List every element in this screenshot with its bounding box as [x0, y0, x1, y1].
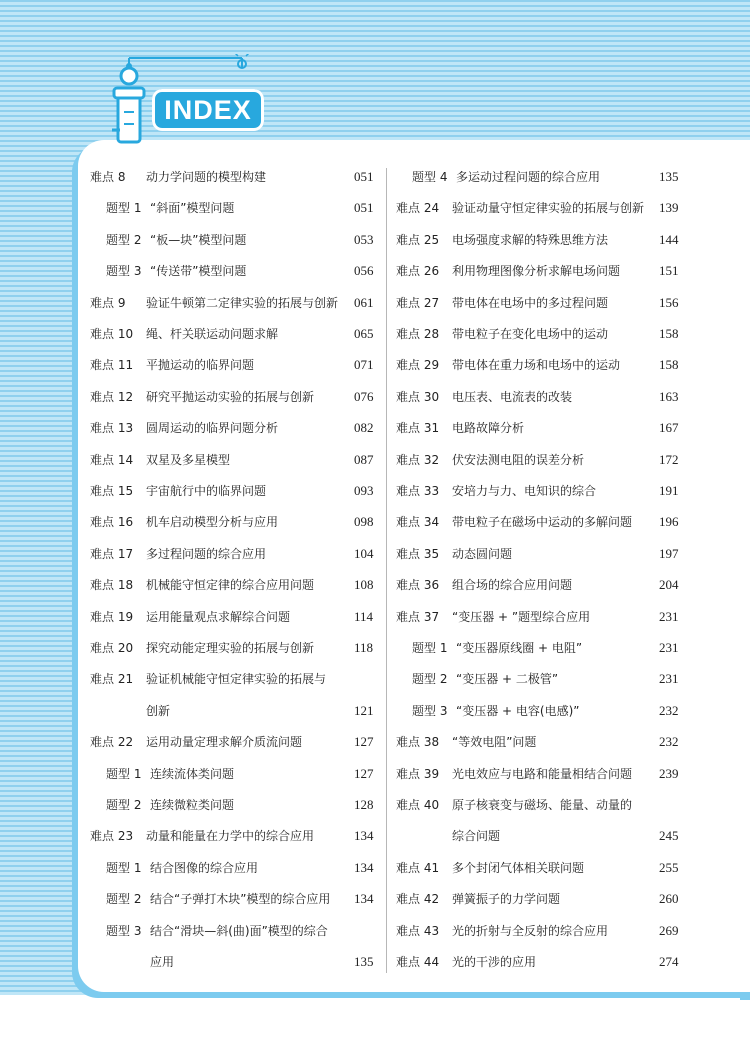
toc-entry[interactable]	[90, 762, 384, 786]
entry-label: 难点 37	[396, 609, 440, 624]
entry-page-number: 128	[354, 797, 374, 812]
entry-title: 带电体在电场中的多过程问题	[452, 295, 609, 310]
entry-label: 难点 28	[396, 327, 440, 341]
entry-title: “变压器 + 电容(电感)”	[456, 703, 580, 718]
entry-page-number: 065	[354, 326, 374, 341]
entry-label: 题型 3	[412, 703, 448, 718]
entry-page-number: 260	[659, 891, 679, 907]
entry-page-number: 151	[659, 263, 679, 279]
entry-title: “变压器原线圈 + 电阻”	[456, 641, 583, 655]
entry-label: 难点 13	[90, 421, 134, 436]
entry-label: 难点 39	[396, 766, 440, 781]
entry-page-number: 051	[354, 200, 374, 216]
entry-label: 难点 10	[90, 327, 134, 341]
entry-page-number: 121	[354, 702, 374, 718]
toc-entry[interactable]	[396, 699, 689, 723]
entry-page-number: 135	[659, 169, 679, 184]
toc-entry[interactable]	[90, 824, 384, 848]
entry-page-number: 232	[659, 702, 679, 718]
entry-title: 研究平抛运动实验的拓展与创新	[146, 389, 315, 404]
entry-label: 难点 21	[90, 672, 134, 687]
toc-entry[interactable]	[396, 542, 689, 566]
toc-entry[interactable]	[396, 165, 689, 189]
entry-page-number: 134	[354, 891, 374, 907]
entry-title: 机械能守恒定律的综合应用问题	[146, 578, 315, 593]
entry-label: 题型 3	[106, 264, 142, 279]
entry-page-number: 056	[354, 263, 374, 279]
entry-title: “变压器 + 二极管”	[456, 672, 559, 687]
entry-title: 光的折射与全反射的综合应用	[452, 923, 609, 938]
toc-entry[interactable]	[90, 165, 384, 189]
entry-page-number: 098	[354, 514, 374, 530]
toc-entry[interactable]	[90, 667, 384, 691]
toc-entry[interactable]	[90, 353, 384, 377]
toc-entry[interactable]	[396, 762, 689, 786]
entry-page-number: 232	[659, 734, 679, 750]
entry-title: 动力学问题的模型构建	[146, 170, 267, 184]
entry-title: 运用动量定理求解介质流问题	[146, 735, 303, 750]
entry-label: 难点 8	[90, 170, 126, 184]
entry-page-number: 108	[354, 577, 374, 593]
entry-title: 多个封闭气体相关联问题	[452, 860, 585, 875]
toc-entry[interactable]	[396, 793, 689, 817]
entry-label: 难点 29	[396, 358, 440, 373]
entry-title: 应用	[150, 955, 175, 969]
entry-label: 难点 18	[90, 578, 134, 593]
entry-page-number: 076	[354, 388, 374, 404]
entry-label: 难点 26	[396, 264, 440, 279]
entry-label: 难点 23	[90, 829, 134, 844]
toc-entry[interactable]	[90, 228, 384, 252]
entry-title: 带电体在重力场和电场中的运动	[452, 358, 621, 373]
entry-label: 题型 2	[106, 232, 142, 247]
entry-label: 难点 36	[396, 578, 440, 593]
entry-page-number: 144	[659, 231, 679, 247]
entry-label: 难点 41	[396, 860, 440, 875]
entry-label: 难点 16	[90, 515, 134, 530]
toc-entry[interactable]	[90, 448, 384, 472]
entry-title: 机车启动模型分析与应用	[146, 515, 279, 530]
toc-entry[interactable]	[90, 573, 384, 597]
toc-entry[interactable]	[90, 385, 384, 409]
entry-title: 动态圆问题	[452, 546, 513, 561]
toc-entry[interactable]	[90, 542, 384, 566]
toc-entry[interactable]	[396, 479, 689, 503]
entry-title: 动量和能量在力学中的综合应用	[146, 829, 315, 844]
entry-page-number: 269	[659, 922, 679, 938]
entry-page-number: 158	[659, 326, 679, 341]
entry-title: 验证动量守恒定律实验的拓展与创新	[452, 201, 645, 216]
entry-title: 电路故障分析	[452, 421, 525, 436]
toc-entry[interactable]	[396, 448, 689, 472]
entry-title: 宇宙航行中的临界问题	[146, 484, 267, 498]
entry-title: 探究动能定理实验的拓展与创新	[146, 641, 315, 655]
entry-title: 双星及多星模型	[146, 452, 231, 467]
toc-entry[interactable]	[90, 322, 384, 346]
entry-label: 题型 3	[106, 923, 142, 938]
entry-label: 难点 30	[396, 389, 440, 404]
entry-title: 带电粒子在变化电场中的运动	[452, 327, 609, 341]
entry-label: 难点 43	[396, 923, 440, 938]
entry-page-number: 127	[354, 765, 374, 781]
entry-label: 题型 1	[106, 201, 142, 216]
entry-label: 难点 25	[396, 232, 440, 247]
entry-title: 光电效应与电路和能量相结合问题	[452, 766, 633, 781]
toc-entry[interactable]	[396, 416, 689, 440]
toc-entry[interactable]	[90, 856, 384, 880]
entry-label: 题型 2	[106, 892, 142, 907]
entry-page-number: 053	[354, 231, 374, 247]
entry-page-number: 231	[659, 640, 679, 655]
entry-title: “变压器 + ”题型综合应用	[452, 609, 591, 624]
entry-title: 绳、杆关联运动问题求解	[146, 327, 279, 341]
entry-title: 伏安法测电阻的误差分析	[452, 452, 585, 467]
entry-page-number: 051	[354, 169, 374, 184]
entry-label: 难点 27	[396, 295, 440, 310]
entry-label: 难点 35	[396, 546, 440, 561]
entry-title: 组合场的综合应用问题	[452, 578, 573, 593]
entry-title: 综合问题	[452, 829, 501, 844]
entry-title: 带电粒子在磁场中运动的多解问题	[452, 515, 633, 530]
toc-entry[interactable]	[90, 196, 384, 220]
entry-title: “传送带”模型问题	[150, 264, 247, 279]
toc-entry[interactable]	[90, 636, 384, 660]
entry-label: 难点 19	[90, 609, 134, 624]
entry-label: 难点 42	[396, 892, 440, 907]
entry-title: 弹簧振子的力学问题	[452, 892, 561, 907]
entry-page-number: 134	[354, 828, 374, 844]
entry-page-number: 191	[659, 483, 679, 498]
toc-entry[interactable]	[90, 793, 384, 817]
toc-entry[interactable]	[396, 322, 689, 346]
toc-entry[interactable]	[90, 510, 384, 534]
toc-entry[interactable]	[90, 605, 384, 629]
entry-page-number: 139	[659, 200, 679, 216]
entry-label: 难点 15	[90, 484, 134, 498]
toc-entry[interactable]	[396, 291, 689, 315]
entry-page-number: 087	[354, 451, 374, 467]
toc-entry[interactable]	[396, 950, 689, 974]
toc-entry[interactable]	[396, 196, 689, 220]
entry-title: “斜面”模型问题	[150, 201, 235, 216]
entry-page-number: 135	[354, 954, 374, 969]
entry-page-number: 158	[659, 357, 679, 373]
entry-page-number: 245	[659, 828, 679, 844]
entry-label: 题型 4	[412, 170, 448, 184]
entry-label: 难点 44	[396, 955, 440, 969]
entry-label: 难点 40	[396, 798, 440, 812]
entry-title: 验证机械能守恒定律实验的拓展与	[146, 672, 327, 687]
toc-entry[interactable]	[396, 259, 689, 283]
toc-entry[interactable]	[396, 228, 689, 252]
entry-label: 题型 1	[412, 641, 448, 655]
entry-label: 难点 32	[396, 452, 440, 467]
toc-entry[interactable]	[90, 950, 384, 974]
toc-entry[interactable]	[90, 699, 384, 723]
entry-label: 难点 31	[396, 421, 440, 436]
entry-label: 难点 9	[90, 295, 126, 310]
entry-label: 难点 20	[90, 641, 134, 655]
entry-page-number: 204	[659, 577, 679, 593]
toc-entry[interactable]	[396, 510, 689, 534]
entry-page-number: 114	[354, 608, 374, 624]
entry-title: 创新	[146, 703, 171, 718]
entry-title: 安培力与力、电知识的综合	[452, 484, 597, 498]
entry-label: 难点 12	[90, 389, 134, 404]
entry-title: 电压表、电流表的改装	[452, 389, 573, 404]
entry-label: 难点 33	[396, 484, 440, 498]
entry-page-number: 163	[659, 388, 679, 404]
entry-title: 验证牛顿第二定律实验的拓展与创新	[146, 295, 339, 310]
entry-label: 题型 2	[412, 672, 448, 687]
entry-page-number: 071	[354, 357, 374, 373]
entry-page-number: 231	[659, 608, 679, 624]
toc-entry[interactable]	[396, 573, 689, 597]
entry-page-number: 156	[659, 294, 679, 310]
entry-title: 结合“子弹打木块”模型的综合应用	[150, 892, 331, 907]
entry-title: 连续流体类问题	[150, 766, 235, 781]
column-divider	[386, 168, 387, 973]
entry-page-number: 093	[354, 483, 374, 498]
entry-title: 原子核衰变与磁场、能量、动量的	[452, 798, 633, 812]
toc-entry[interactable]	[90, 416, 384, 440]
entry-title: 利用物理图像分析求解电场问题	[452, 264, 621, 279]
entry-label: 难点 11	[90, 358, 134, 373]
entry-page-number: 231	[659, 671, 679, 687]
entry-title: 光的干涉的应用	[452, 955, 537, 969]
entry-title: 连续微粒类问题	[150, 798, 235, 812]
entry-title: “等效电阻”问题	[452, 735, 537, 750]
entry-label: 题型 1	[106, 766, 142, 781]
entry-page-number: 239	[659, 765, 679, 781]
bottom-margin	[0, 995, 750, 1052]
entry-label: 题型 1	[106, 860, 142, 875]
entry-label: 难点 17	[90, 546, 134, 561]
toc-entry[interactable]	[396, 605, 689, 629]
entry-page-number: 196	[659, 514, 679, 530]
entry-page-number: 134	[354, 859, 374, 875]
entry-page-number: 197	[659, 545, 679, 561]
entry-label: 难点 24	[396, 201, 440, 216]
toc-entry[interactable]	[90, 887, 384, 911]
entry-label: 难点 14	[90, 452, 134, 467]
entry-page-number: 172	[659, 451, 679, 467]
entry-page-number: 104	[354, 545, 374, 561]
toc-entry[interactable]	[396, 730, 689, 754]
entry-page-number: 167	[659, 420, 679, 436]
entry-title: 运用能量观点求解综合问题	[146, 609, 291, 624]
toc-entry[interactable]	[396, 385, 689, 409]
toc-entry[interactable]	[396, 919, 689, 943]
entry-page-number: 255	[659, 859, 679, 875]
toc-entry[interactable]	[396, 824, 689, 848]
toc-entry[interactable]	[90, 259, 384, 283]
toc-entry[interactable]	[90, 730, 384, 754]
toc-entry[interactable]	[396, 667, 689, 691]
entry-title: 多运动过程问题的综合应用	[456, 170, 601, 184]
entry-label: 难点 34	[396, 515, 440, 530]
toc-entry[interactable]	[396, 636, 689, 660]
entry-title: 多过程问题的综合应用	[146, 546, 267, 561]
entry-page-number: 127	[354, 734, 374, 750]
entry-title: 圆周运动的临界问题分析	[146, 421, 279, 436]
entry-label: 难点 22	[90, 735, 134, 750]
entry-title: 结合“滑块—斜(曲)面”模型的综合	[150, 923, 328, 938]
entry-label: 题型 2	[106, 798, 142, 812]
entry-title: 结合图像的综合应用	[150, 860, 259, 875]
entry-page-number: 061	[354, 294, 374, 310]
entry-page-number: 082	[354, 420, 374, 436]
entry-label: 难点 38	[396, 735, 440, 750]
toc-entry[interactable]	[90, 291, 384, 315]
toc-entry[interactable]	[396, 856, 689, 880]
entry-page-number: 274	[659, 954, 679, 969]
toc-entry[interactable]	[90, 919, 384, 943]
toc-entry[interactable]	[90, 479, 384, 503]
index-badge: INDEX	[152, 89, 264, 131]
toc-entry[interactable]	[396, 353, 689, 377]
entry-title: 电场强度求解的特殊思维方法	[452, 232, 609, 247]
entry-title: 平抛运动的临界问题	[146, 358, 255, 373]
entry-page-number: 118	[354, 640, 374, 655]
entry-title: “板—块”模型问题	[150, 232, 247, 247]
toc-entry[interactable]	[396, 887, 689, 911]
